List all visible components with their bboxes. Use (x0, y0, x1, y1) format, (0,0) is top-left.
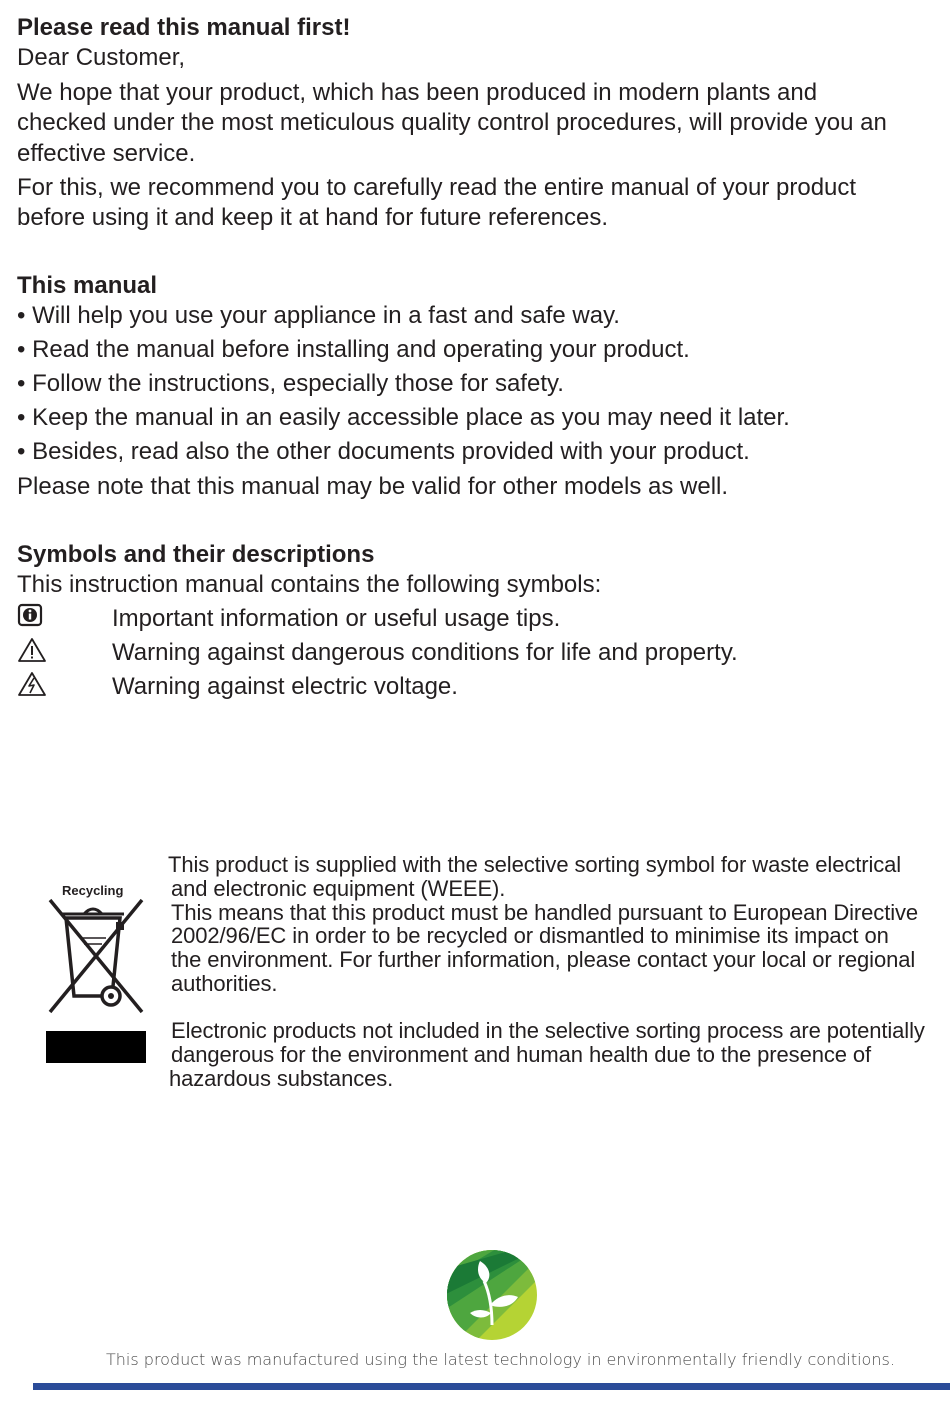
intro-para1-line: checked under the most meticulous quality control procedures, will provide you an (17, 109, 887, 136)
weee-line: authorities. (171, 971, 278, 996)
electric-warning-icon (17, 671, 47, 697)
weee-line: Electronic products not included in the selective sorting process are potentially (171, 1018, 925, 1043)
intro-para1-line: effective service. (17, 140, 196, 167)
manual-bullet: • Besides, read also the other documents provided with your product. (17, 438, 750, 465)
manual-bullet: • Will help you use your appliance in a fast and safe way. (17, 302, 620, 329)
weee-line: This means that this product must be handled pursuant to European Directive (171, 900, 919, 925)
manual-bullet: • Read the manual before installing and operating your product. (17, 336, 690, 363)
manual-bullet: • Keep the manual in an easily accessible place as you may need it later. (17, 404, 790, 431)
weee-line: This product is supplied with the selective sorting symbol for waste electrical (168, 852, 902, 877)
symbol-description: Warning against dangerous conditions for life and property. (112, 639, 738, 666)
intro-para2-line: For this, we recommend you to carefully read the entire manual of your product (17, 174, 857, 201)
intro-title: Please read this manual first! (17, 14, 351, 41)
info-icon (17, 603, 47, 629)
weee-line: the environment. For further information, please contact your local or regional (171, 947, 916, 972)
intro-para2-line: before using it and keep it at hand for future references. (17, 204, 609, 231)
recycling-label: Recycling (62, 883, 124, 898)
greeting: Dear Customer, (17, 44, 186, 71)
symbols-title: Symbols and their descriptions (17, 541, 375, 568)
symbols-intro: This instruction manual contains the following symbols: (17, 571, 602, 598)
weee-line: and electronic equipment (WEEE). (171, 876, 506, 901)
weee-line: hazardous substances. (169, 1066, 394, 1091)
symbol-description: Important information or useful usage tips. (112, 605, 561, 632)
manual-bullet: • Follow the instructions, especially those for safety. (17, 370, 564, 397)
bottom-bar (33, 1383, 950, 1390)
symbol-description: Warning against electric voltage. (112, 673, 458, 700)
intro-para1-line: We hope that your product, which has been produced in modern plants and (17, 79, 818, 106)
weee-line: dangerous for the environment and human health due to the presence of (171, 1042, 872, 1067)
manual-note: Please note that this manual may be valid for other models as well. (17, 473, 729, 500)
manual-title: This manual (17, 272, 158, 299)
weee-black-bar (46, 1031, 146, 1063)
footer-text: This product was manufactured using the latest technology in environmentally friendly conditions. (106, 1350, 895, 1369)
warning-icon (17, 637, 47, 663)
weee-line: 2002/96/EC in order to be recycled or dismantled to minimise its impact on (171, 923, 889, 948)
eco-leaf-icon (446, 1249, 538, 1341)
crossed-bin-icon (44, 898, 148, 1018)
